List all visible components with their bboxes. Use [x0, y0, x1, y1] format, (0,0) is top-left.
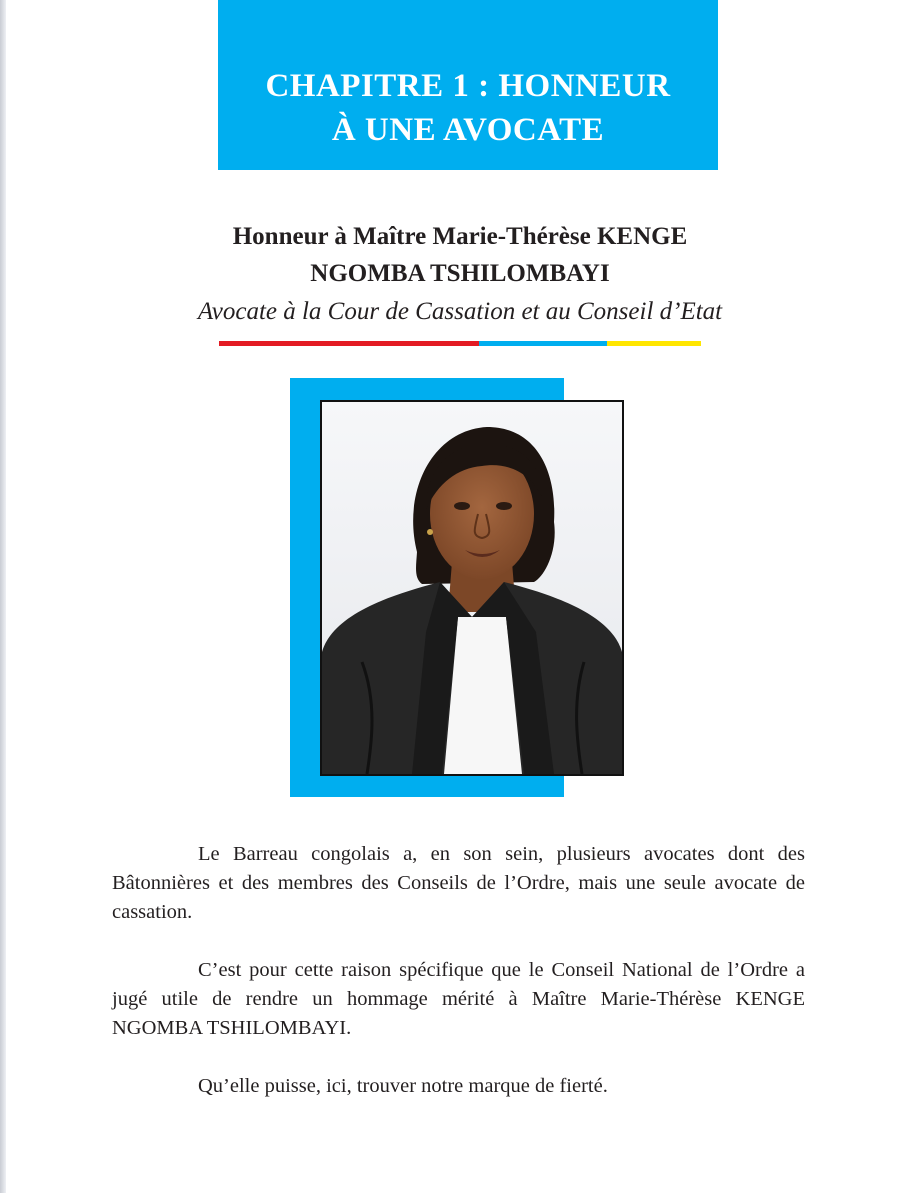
- page-edge-shadow: [0, 0, 6, 1193]
- honoree-name-line2: NGOMBA TSHILOMBAYI: [310, 260, 610, 287]
- flag-rule-red: [219, 341, 479, 346]
- paragraph-1: Le Barreau congolais a, en son sein, plusieurs avocates dont des Bâtonnières et des membres des Conseils de l’Ordre, mais une seule avocate de cassation.: [112, 843, 805, 923]
- paragraph-2: C’est pour cette raison spécifique que le Conseil National de l’Ordre a jugé utile de rendre un hommage mérité à Maître Marie-Thérèse KENGE NGOMBA TSHILOMBAYI.: [112, 959, 805, 1039]
- flag-rule-yellow: [607, 341, 701, 346]
- chapter-banner: [218, 0, 718, 170]
- honoree-heading: [100, 218, 820, 331]
- flag-color-rule: [219, 341, 701, 346]
- portrait-illustration: [322, 402, 622, 774]
- honoree-role: Avocate à la Cour de Cassation et au Conseil d’Etat: [197, 298, 723, 325]
- flag-rule-blue: [479, 341, 607, 346]
- chapter-title-line1: CHAPITRE 1 : HONNEUR: [265, 68, 671, 104]
- paragraph-3: Qu’elle puisse, ici, trouver notre marque de fierté.: [198, 1075, 608, 1097]
- honoree-name-line1: Honneur à Maître Marie-Thérèse KENGE: [232, 223, 688, 250]
- portrait-photo: [320, 400, 624, 776]
- chapter-title-line2: À UNE AVOCATE: [331, 112, 605, 148]
- body-text: [112, 840, 805, 1130]
